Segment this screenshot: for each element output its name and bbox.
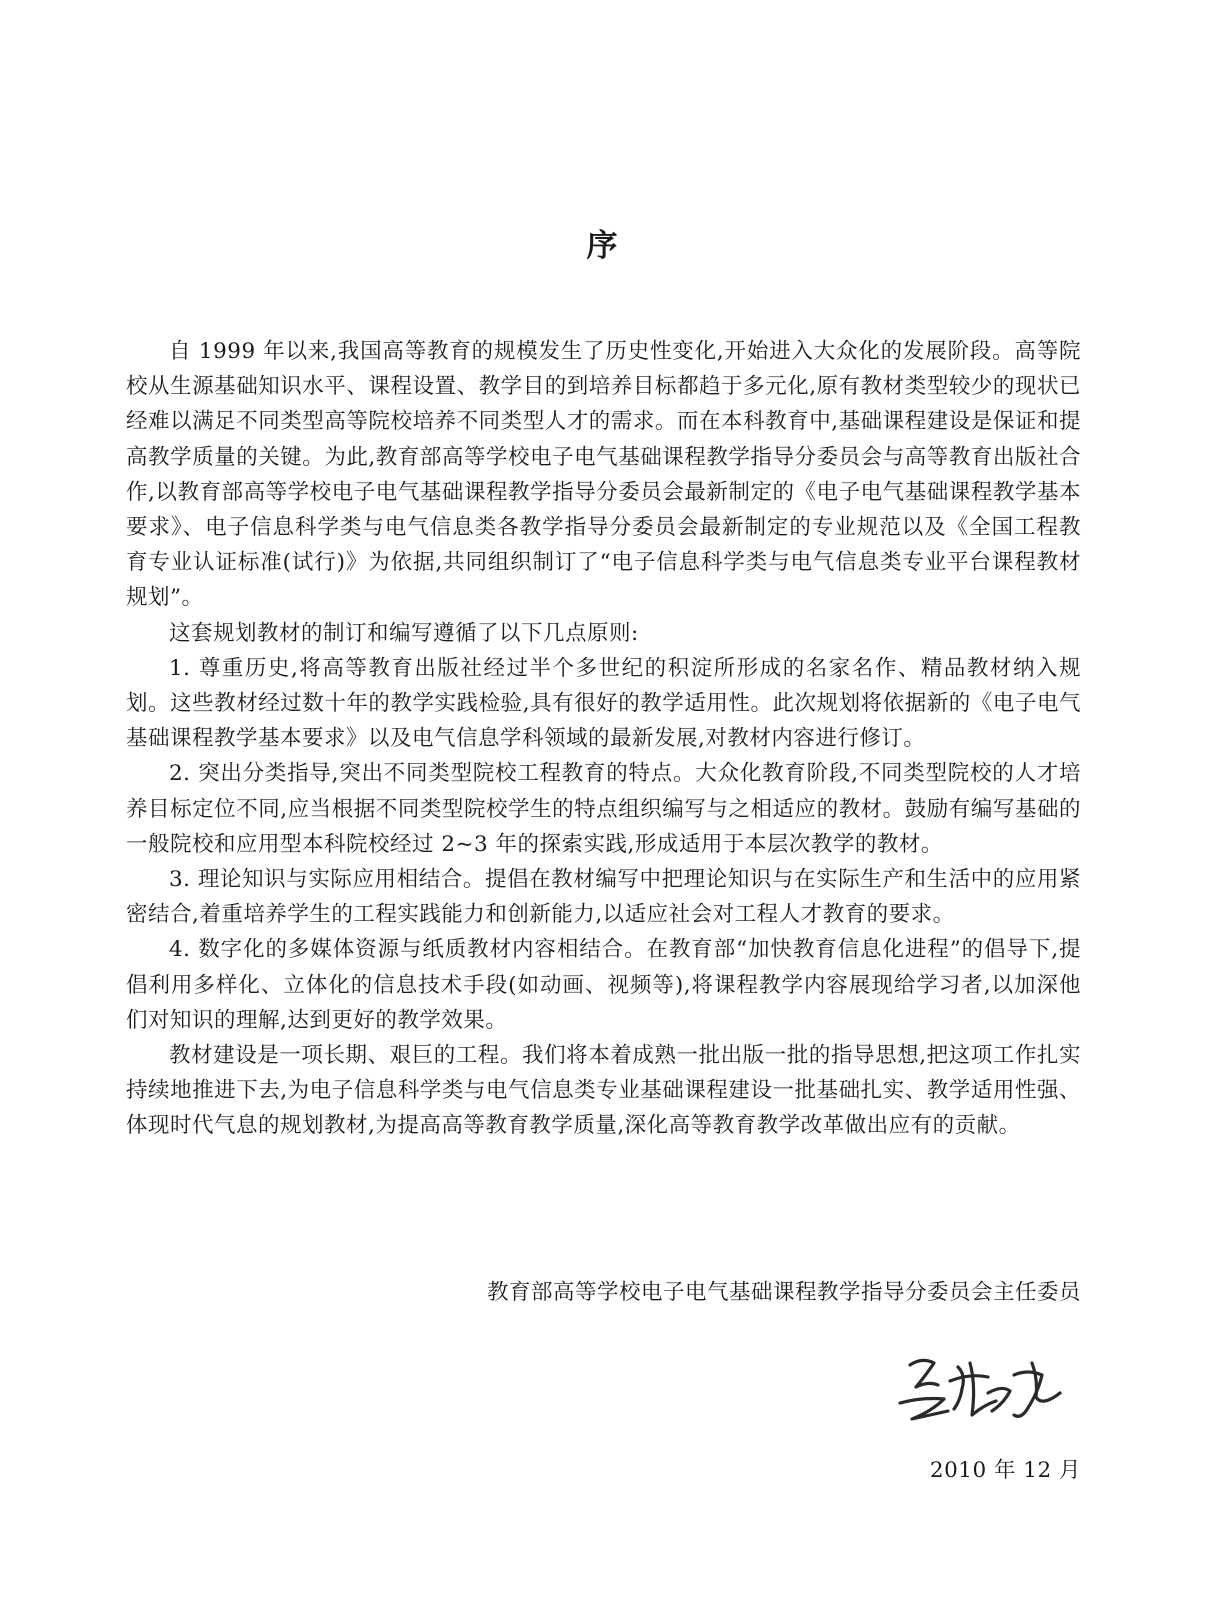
paragraph: 3. 理论知识与实际应用相结合。提倡在教材编写中把理论知识与在实际生产和生活中的应用紧密结合,着重培养学生的工程实践能力和创新能力,以适应社会对工程人才教育的要求。 (126, 867, 1081, 928)
page-title: 序 (586, 228, 620, 264)
paragraph: 4. 数字化的多媒体资源与纸质教材内容相结合。在教育部“加快教育信息化进程”的倡导下,提倡利用多样化、立体化的信息技术手段(如动画、视频等),将课程教学内容展现给学习者,以加深他们对知识的理解,达到更好的教学效果。 (126, 937, 1081, 1033)
preface-body (126, 334, 1081, 1144)
paragraph: 1. 尊重历史,将高等教育出版社经过半个多世纪的积淀所形成的名家名作、精品教材纳入规划。这些教材经过数十年的教学实践检验,具有很好的教学适用性。此次规划将依据新的《电子电气基础课程教学基本要求》以及电气信息学科领域的最新发展,对教材内容进行修订。 (126, 655, 1081, 752)
handwritten-signature (892, 1345, 1072, 1430)
paragraph: 自 1999 年以来,我国高等教育的规模发生了历史性变化,开始进入大众化的发展阶段。高等院校从生源基础知识水平、课程设置、教学目的到培养目标都趋于多元化,原有教材类型较少的现状已经难以满足不同类型高等院校培养不同类型人才的需求。而在本科教育中,基础课程建设是保证和提高教学质量的关键。为此,教育部高等学校电子电气基础课程教学指导分委员会与高等教育出版社合作,以教育部高等学校电子电气基础课程教学指导分委员会最新制定的《电子电气基础课程教学基本要求》、电子信息科学类与电气信息类各教学指导分委员会最新制定的专业规范以及《全国工程教育专业认证标准(试行)》为依据,共同组织制订了“电子信息科学类与电气信息类专业平台课程教材规划”。 (126, 339, 1081, 611)
paragraph: 2. 突出分类指导,突出不同类型院校工程教育的特点。大众化教育阶段,不同类型院校的人才培养目标定位不同,应当根据不同类型院校学生的特点组织编写与之相适应的教材。鼓励有编写基础的一般院校和应用型本科院校经过 2~3 年的探索实践,形成适用于本层次教学的教材。 (126, 761, 1081, 857)
paragraph: 这套规划教材的制订和编写遵循了以下几点原则: (169, 620, 639, 646)
signature-date: 2010 年 12 月 (929, 1458, 1081, 1483)
signatory-title: 教育部高等学校电子电气基础课程教学指导分委员会主任委员 (486, 1280, 1081, 1305)
paragraph: 教材建设是一项长期、艰巨的工程。我们将本着成熟一批出版一批的指导思想,把这项工作扎实持续地推进下去,为电子信息科学类与电气信息类专业基础课程建设一批基础扎实、教学适用性强、体现时代气息的规划教材,为提高高等教育教学质量,深化高等教育教学改革做出应有的贡献。 (126, 1043, 1081, 1139)
